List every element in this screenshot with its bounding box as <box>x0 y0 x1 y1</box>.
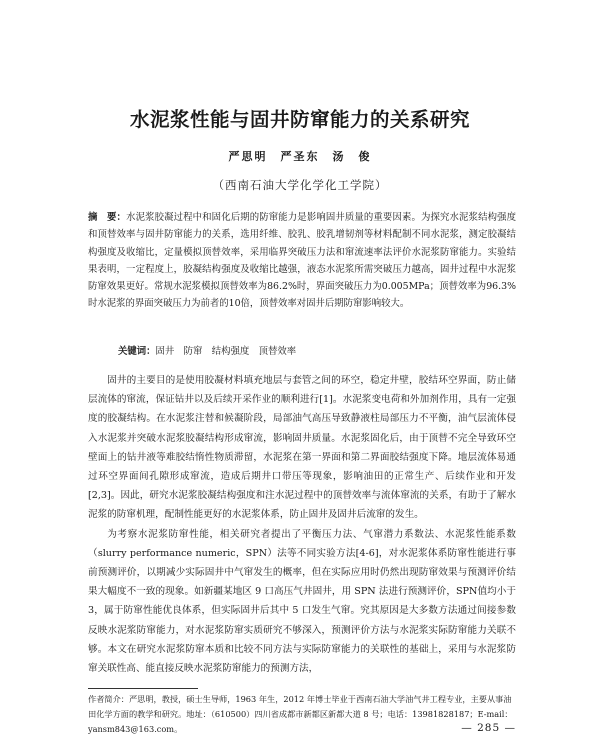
abstract-text: 水泥浆胶凝过程中和固化后期的防窜能力是影响固井质量的重要因素。为探究水泥浆结构强度和顶替效率与固井防窜能力的关系，选用纤维、胶乳、胶乳增韧剂等材料配制不同水泥浆，测定胶凝结构强度及收缩比，定量模拟顶替效率，采用临界突破压力法和窜流速率法评价水泥浆防窜能力。实验结果表明，一定程度上，胶凝结构强度及收缩比越强，液态水泥浆所需突破压力越高，固井过程中水泥浆防窜效果更好。常规水泥浆模拟顶替效率为86.2%时，界面突破压力为0.005MPa；顶替效率为96.3%时水泥浆的界面突破压力为前者的10倍，顶替效率对固井后期防窜影响较大。 <box>88 212 516 310</box>
paper-title: 水泥浆性能与固井防窜能力的关系研究 <box>129 108 470 131</box>
abstract-block <box>88 209 516 313</box>
author-list: 严思明 严圣东 汤 俊 <box>228 150 372 163</box>
footnote-divider <box>88 688 198 689</box>
keywords-text: 固井 防窜 结构强度 顶替效率 <box>155 346 297 357</box>
author-footnote: 作者简介：严思明，教授，硕士生导师，1963 年生，2012 年博士毕业于西南石油大学油气井工程专业，主要从事油田化学方面的教学和研究。地址：（610500）四川省成都市新都区新都大道 8 号；电话：13981828187；E-mail：yansm843@163.com。 <box>88 694 513 734</box>
affiliation: （西南石油大学化学化工学院） <box>212 178 388 192</box>
page-number: — 285 — <box>461 722 516 734</box>
body-paragraph: 固井的主要目的是使用胶凝材料填充地层与套管之间的环空，稳定井壁，胶结环空界面，防止储层流体的窜流，保证钻井以及后续开采作业的顺利进行[1]。水泥浆变电荷和外加剂作用，具有一定强度的胶凝结构。在水泥浆注替和候凝阶段，局部油气高压导致静液柱局部压力不平衡，油气层流体侵入水泥浆并突破水泥浆胶凝结构形成窜流，影响固井质量。水泥浆固化后，由于顶替不完全导致环空壁面上的钻井液等难胶结惰性物质滞留，水泥浆在第一界面和第二界面胶结强度下降。地层流体易通过环空界面间孔隙形成窜流，造成后期井口带压等现象，影响油田的正常生产、后续作业和开发[2,3]。因此，研究水泥浆胶凝结构强度和注水泥过程中的顶替效率与流体窜流的关系，有助于了解水泥浆的防窜机理，配制性能更好的水泥浆体系，防止固井及固井后流窜的发生。 <box>88 375 516 521</box>
body-paragraph: 为考察水泥浆防窜性能，相关研究者提出了平衡压力法、气窜潜力系数法、水泥浆性能系数（slurry performance numeric，SPN）法等不同实验方法[4-6]，对水泥浆体系防窜性能进行事前预测评价，以期减少实际固井中气窜发生的概率，但在实际应用时仍然出现防窜效果与预测评价结果大幅度不一致的现象。如新疆某地区 9 口高压气井固井，用 SPN 法进行预测评价，SPN值均小于 3，属于防窜性能优良体系，但实际固井后其中 5 口发生气窜。究其原因是大多数方法通过间接参数反映水泥浆防窜能力，对水泥浆防窜实质研究不够深入，预测评价方法与水泥浆实际防窜能力关联不够。本文在研究水泥浆防窜本质和比较不同方法与实际防窜能力的关联性的基础上，采用与水泥浆防窜关联性高、能直接反映水泥浆防窜能力的预测方法， <box>88 528 516 675</box>
keywords-label: 关键词： <box>118 346 156 357</box>
abstract-label: 摘 要： <box>88 212 127 223</box>
body-text <box>88 371 516 678</box>
keywords-block <box>118 343 518 357</box>
